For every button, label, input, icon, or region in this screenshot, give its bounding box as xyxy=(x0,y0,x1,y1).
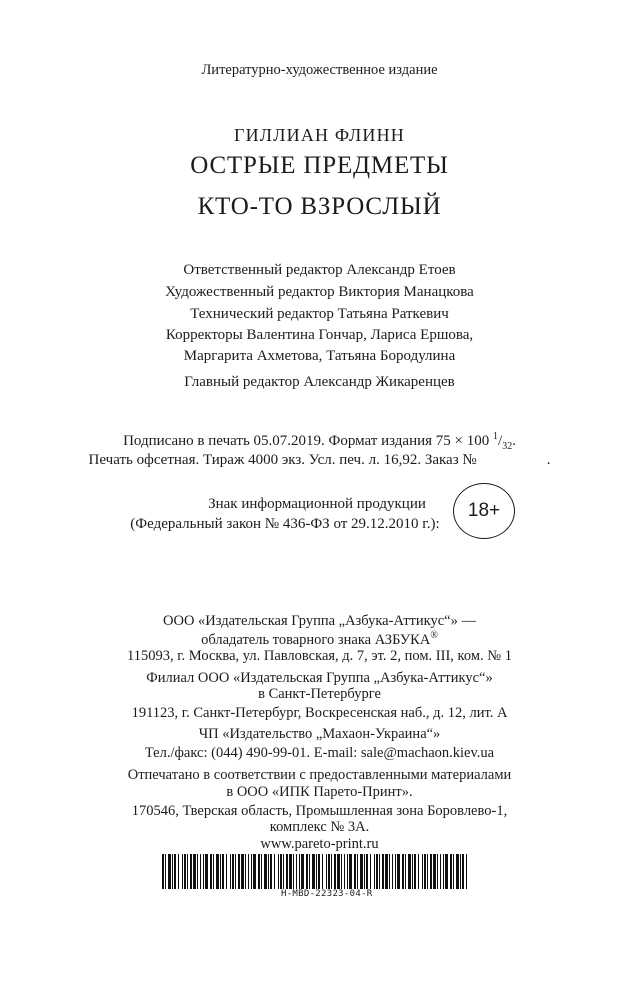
barcode-bar xyxy=(264,854,267,889)
publisher-spb-2: в Санкт-Петербурге xyxy=(258,686,381,702)
barcode-bar xyxy=(248,854,249,889)
barcode-bar xyxy=(165,854,166,889)
barcode-bar xyxy=(337,854,340,889)
barcode-bar xyxy=(241,854,244,889)
barcode-bar xyxy=(460,854,461,889)
staff-art-editor: Художественный редактор Виктория Манацкова xyxy=(165,284,474,300)
barcode-bar xyxy=(412,854,413,889)
publisher-azbuka-2 xyxy=(0,630,639,649)
barcode-bar xyxy=(184,854,186,889)
barcode-bar xyxy=(392,854,393,889)
barcode-bar xyxy=(203,854,204,889)
barcode-bar xyxy=(178,854,179,889)
printer-address-1: 170546, Тверская область, Промышленная зона Боровлево-1, xyxy=(131,803,508,819)
barcode-bar xyxy=(364,854,365,889)
age-sign-law: (Федеральный закон № 436-ФЗ от 29.12.2010 г.): xyxy=(130,516,440,532)
barcode-bar xyxy=(408,854,411,889)
barcode-bar xyxy=(309,854,310,889)
publisher-spb-address: 191123, г. Санкт-Петербург, Воскресенская наб., д. 12, лит. А xyxy=(131,705,508,721)
barcode-bar xyxy=(405,854,406,889)
barcode-bar xyxy=(245,854,246,889)
publisher-azbuka-1: ООО «Издательская Группа „Азбука-Аттикус“» — xyxy=(163,613,476,629)
barcode-bar xyxy=(376,854,378,889)
barcode-bar xyxy=(462,854,464,889)
barcode-bar xyxy=(210,854,212,889)
barcode-bar xyxy=(293,854,294,889)
barcode-bar xyxy=(414,854,416,889)
barcode-bar xyxy=(182,854,183,889)
production-print-line: Печать офсетная. Тираж 4000 экз. Усл. печ. л. 16,92. Заказ № . xyxy=(88,452,551,468)
barcode-bar xyxy=(251,854,252,889)
barcode-code: H-MBD-22323-04-R xyxy=(281,889,373,899)
barcode-bar xyxy=(312,854,315,889)
barcode-bar xyxy=(205,854,208,889)
barcode-bar xyxy=(395,854,396,889)
staff-correctors: Корректоры Валентина Гончар, Лариса Ершова, xyxy=(165,327,474,343)
barcode-bar xyxy=(422,854,423,889)
barcode-bar xyxy=(326,854,327,889)
barcode-bar xyxy=(268,854,269,889)
barcode-bar xyxy=(316,854,317,889)
barcode-bar xyxy=(162,854,164,889)
barcode-bar xyxy=(261,854,262,889)
barcode-bar xyxy=(301,854,304,889)
barcode-bar xyxy=(187,854,188,889)
publisher-ua-1: ЧП «Издательство „Махаон-Украина“» xyxy=(198,726,441,742)
barcode-bar xyxy=(299,854,300,889)
barcode-bar xyxy=(427,854,428,889)
barcode-image xyxy=(162,854,469,889)
age-rating-badge: 18+ xyxy=(453,483,515,539)
barcode-bar xyxy=(357,854,358,889)
barcode-bar xyxy=(456,854,459,889)
barcode-bar xyxy=(360,854,363,889)
format-numerator: 1 xyxy=(493,431,499,442)
barcode-bar xyxy=(258,854,260,889)
barcode-bar xyxy=(370,854,371,889)
barcode-bar xyxy=(168,854,171,889)
barcode-bar xyxy=(200,854,201,889)
printer-website: www.pareto-print.ru xyxy=(260,836,379,852)
barcode-bar xyxy=(306,854,308,889)
barcode-bar xyxy=(440,854,441,889)
trademark-text: обладатель товарного знака АЗБУКА xyxy=(201,631,431,648)
publisher-spb-1: Филиал ООО «Издательская Группа „Азбука-Аттикус“» xyxy=(146,670,493,686)
age-sign-label: Знак информационной продукции xyxy=(208,496,426,512)
barcode-bar xyxy=(232,854,234,889)
barcode-bar xyxy=(322,854,323,889)
barcode-bar xyxy=(354,854,356,889)
barcode-bar xyxy=(190,854,192,889)
barcode-bar xyxy=(172,854,173,889)
barcode-bar xyxy=(341,854,342,889)
barcode-bar xyxy=(366,854,368,889)
barcode-bar xyxy=(466,854,467,889)
printer-1: Отпечатано в соответствии с предоставленными материалами xyxy=(127,767,512,783)
barcode-bar xyxy=(174,854,176,889)
genre-line: Литературно-художественное издание xyxy=(201,62,438,78)
barcode-bar xyxy=(443,854,444,889)
barcode-bar xyxy=(274,854,275,889)
barcode-bar xyxy=(430,854,432,889)
barcode-bar xyxy=(222,854,224,889)
production-format-line: Подписано в печать 05.07.2019. Формат издания 75 × 100 $^1/_{32}$. xyxy=(123,431,516,452)
barcode-bar xyxy=(270,854,272,889)
barcode-bar xyxy=(450,854,452,889)
barcode-bar xyxy=(374,854,375,889)
barcode-bar xyxy=(238,854,240,889)
barcode-bar xyxy=(220,854,221,889)
registered-mark: ® xyxy=(430,630,438,641)
barcode-bar xyxy=(385,854,388,889)
publisher-azbuka-address: 115093, г. Москва, ул. Павловская, д. 7, эт. 2, пом. III, ком. № 1 xyxy=(127,648,512,664)
barcode-bar xyxy=(296,854,297,889)
barcode-bar xyxy=(334,854,336,889)
barcode-bar xyxy=(418,854,419,889)
barcode-bar xyxy=(318,854,320,889)
staff-executive-editor: Ответственный редактор Александр Етоев xyxy=(183,262,456,278)
barcode-bar xyxy=(445,854,448,889)
barcode-bar xyxy=(230,854,231,889)
barcode-bar xyxy=(424,854,426,889)
barcode-bar xyxy=(349,854,352,889)
book-title-2: КТО-ТО ВЗРОСЛЫЙ xyxy=(197,193,442,220)
author-name: ГИЛЛИАН ФЛИНН xyxy=(234,125,405,145)
barcode-bar xyxy=(197,854,198,889)
barcode-bar xyxy=(328,854,330,889)
barcode-bar xyxy=(283,854,284,889)
barcode-bar xyxy=(216,854,219,889)
printer-2: в ООО «ИПК Парето-Принт». xyxy=(226,784,413,800)
publisher-ua-contacts: Тел./факс: (044) 490-99-01. E-mail: sale@machaon.kiev.ua xyxy=(144,745,495,761)
barcode-bar xyxy=(226,854,227,889)
barcode-bar xyxy=(402,854,404,889)
staff-correctors-cont: Маргарита Ахметова, Татьяна Бородулина xyxy=(183,348,456,364)
barcode-bar xyxy=(193,854,196,889)
barcode-bar xyxy=(433,854,436,889)
barcode-bar xyxy=(253,854,256,889)
barcode-bar xyxy=(382,854,384,889)
production-print-text: Печать офсетная. Тираж 4000 экз. Усл. печ. л. 16,92. Заказ № xyxy=(88,452,477,468)
barcode-bar xyxy=(437,854,438,889)
barcode-bar xyxy=(347,854,348,889)
barcode-bar xyxy=(331,854,332,889)
barcode-bar xyxy=(453,854,454,889)
barcode-bar xyxy=(344,854,345,889)
barcode-bar xyxy=(280,854,282,889)
book-title-1: ОСТРЫЕ ПРЕДМЕТЫ xyxy=(190,152,449,179)
barcode-bar xyxy=(286,854,288,889)
staff-technical-editor: Технический редактор Татьяна Раткевич xyxy=(190,306,449,322)
printer-address-2: комплекс № 3А. xyxy=(269,819,370,835)
barcode-bar xyxy=(379,854,380,889)
barcode-bar xyxy=(213,854,214,889)
barcode-bar xyxy=(397,854,400,889)
barcode-bar xyxy=(235,854,236,889)
barcode-bar xyxy=(389,854,390,889)
format-denominator: 32 xyxy=(502,441,513,452)
staff-chief-editor: Главный редактор Александр Жикаренцев xyxy=(184,374,455,390)
barcode-bar xyxy=(278,854,279,889)
production-format-text: Подписано в печать 05.07.2019. Формат издания 75 × 100 xyxy=(123,433,490,449)
barcode-bar xyxy=(289,854,292,889)
